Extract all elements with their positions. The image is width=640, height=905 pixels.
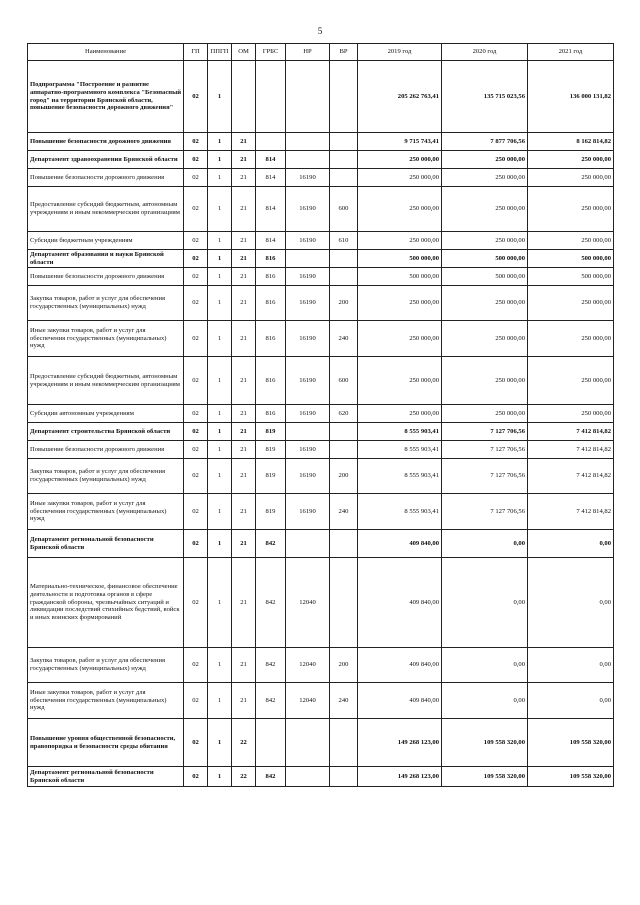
cell-gp: 02 — [184, 441, 208, 459]
cell-grbs: 816 — [256, 405, 286, 423]
cell-y2019: 409 840,00 — [358, 683, 442, 719]
table-row — [28, 357, 614, 405]
cell-vr — [330, 151, 358, 169]
cell-vr — [330, 250, 358, 268]
cell-y2019: 500 000,00 — [358, 268, 442, 286]
cell-y2021: 7 412 814,82 — [528, 494, 614, 530]
cell-name: Департамент региональной безопасности Брянской области — [28, 530, 184, 558]
cell-vr — [330, 61, 358, 133]
cell-y2019: 409 840,00 — [358, 558, 442, 648]
table-row — [28, 767, 614, 787]
cell-name: Повышение безопасности дорожного движения — [28, 268, 184, 286]
cell-gp: 02 — [184, 357, 208, 405]
cell-y2019: 8 555 903,41 — [358, 494, 442, 530]
cell-nr: 16190 — [286, 459, 330, 494]
cell-om: 21 — [232, 459, 256, 494]
cell-grbs — [256, 61, 286, 133]
cell-om: 21 — [232, 530, 256, 558]
cell-y2021: 250 000,00 — [528, 286, 614, 321]
table-row — [28, 423, 614, 441]
cell-y2020: 7 127 706,56 — [442, 459, 528, 494]
cell-y2020: 250 000,00 — [442, 151, 528, 169]
cell-name: Закупка товаров, работ и услуг для обеспечения государственных (муниципальных) нужд — [28, 459, 184, 494]
cell-y2021: 7 412 814,82 — [528, 441, 614, 459]
cell-y2019: 250 000,00 — [358, 357, 442, 405]
cell-vr — [330, 268, 358, 286]
cell-om: 21 — [232, 250, 256, 268]
cell-grbs: 814 — [256, 169, 286, 187]
cell-name: Департамент здравоохранения Брянской области — [28, 151, 184, 169]
cell-grbs — [256, 719, 286, 767]
cell-vr: 600 — [330, 187, 358, 232]
cell-grbs: 842 — [256, 648, 286, 683]
header-ppgp: ППГП — [208, 44, 232, 61]
cell-vr: 620 — [330, 405, 358, 423]
cell-nr: 16190 — [286, 232, 330, 250]
header-grbs: ГРБС — [256, 44, 286, 61]
cell-vr: 240 — [330, 683, 358, 719]
cell-om: 21 — [232, 151, 256, 169]
cell-gp: 02 — [184, 405, 208, 423]
cell-name: Иные закупки товаров, работ и услуг для обеспечения государственных (муниципальных) нужд — [28, 494, 184, 530]
cell-vr — [330, 767, 358, 787]
cell-name: Повышение безопасности дорожного движения — [28, 133, 184, 151]
cell-y2021: 0,00 — [528, 648, 614, 683]
cell-ppgp: 1 — [208, 357, 232, 405]
cell-grbs: 842 — [256, 767, 286, 787]
cell-vr: 240 — [330, 494, 358, 530]
cell-ppgp: 1 — [208, 530, 232, 558]
cell-name: Предоставление субсидий бюджетным, автономным учреждениям и иным некоммерческим организациям — [28, 357, 184, 405]
cell-ppgp: 1 — [208, 268, 232, 286]
cell-name: Материально-техническое, финансовое обеспечение деятельности и подготовка органов в сфере гражданской обороны, чрезвычайных ситуаций и ликвидации последствий стихийных бедствий, войск и иных воинских формирований — [28, 558, 184, 648]
cell-y2020: 250 000,00 — [442, 286, 528, 321]
cell-y2020: 250 000,00 — [442, 232, 528, 250]
cell-nr: 12040 — [286, 648, 330, 683]
cell-grbs: 816 — [256, 250, 286, 268]
cell-name: Иные закупки товаров, работ и услуг для обеспечения государственных (муниципальных) нужд — [28, 683, 184, 719]
cell-y2020: 0,00 — [442, 683, 528, 719]
cell-y2020: 109 558 320,00 — [442, 767, 528, 787]
table-row — [28, 151, 614, 169]
cell-gp: 02 — [184, 61, 208, 133]
cell-ppgp: 1 — [208, 459, 232, 494]
cell-gp: 02 — [184, 250, 208, 268]
page-number: 5 — [317, 26, 323, 36]
cell-ppgp: 1 — [208, 558, 232, 648]
cell-nr — [286, 423, 330, 441]
cell-ppgp: 1 — [208, 169, 232, 187]
cell-ppgp: 1 — [208, 648, 232, 683]
cell-grbs: 816 — [256, 357, 286, 405]
cell-y2019: 149 268 123,00 — [358, 719, 442, 767]
cell-y2021: 250 000,00 — [528, 232, 614, 250]
cell-y2019: 8 555 903,41 — [358, 441, 442, 459]
cell-gp: 02 — [184, 321, 208, 357]
cell-name: Закупка товаров, работ и услуг для обеспечения государственных (муниципальных) нужд — [28, 648, 184, 683]
cell-name: Департамент строительства Брянской области — [28, 423, 184, 441]
cell-y2021: 500 000,00 — [528, 268, 614, 286]
cell-gp: 02 — [184, 423, 208, 441]
budget-table — [27, 43, 614, 787]
cell-name: Субсидии бюджетным учреждениям — [28, 232, 184, 250]
cell-y2019: 8 555 903,41 — [358, 459, 442, 494]
table-row — [28, 268, 614, 286]
cell-y2019: 9 715 743,41 — [358, 133, 442, 151]
cell-nr — [286, 61, 330, 133]
cell-om: 21 — [232, 286, 256, 321]
cell-nr — [286, 250, 330, 268]
cell-y2019: 250 000,00 — [358, 151, 442, 169]
table-row — [28, 683, 614, 719]
cell-grbs: 814 — [256, 187, 286, 232]
cell-name: Иные закупки товаров, работ и услуг для обеспечения государственных (муниципальных) нужд — [28, 321, 184, 357]
cell-grbs: 819 — [256, 494, 286, 530]
cell-grbs: 842 — [256, 683, 286, 719]
table-row — [28, 250, 614, 268]
cell-y2021: 7 412 814,82 — [528, 459, 614, 494]
cell-y2020: 250 000,00 — [442, 357, 528, 405]
cell-om: 21 — [232, 494, 256, 530]
cell-y2020: 250 000,00 — [442, 405, 528, 423]
cell-om: 21 — [232, 405, 256, 423]
cell-ppgp: 1 — [208, 151, 232, 169]
cell-y2020: 250 000,00 — [442, 187, 528, 232]
cell-nr: 16190 — [286, 357, 330, 405]
table-body — [28, 61, 614, 787]
table-row — [28, 169, 614, 187]
cell-vr: 610 — [330, 232, 358, 250]
cell-gp: 02 — [184, 719, 208, 767]
cell-grbs — [256, 133, 286, 151]
cell-om: 21 — [232, 169, 256, 187]
cell-gp: 02 — [184, 494, 208, 530]
cell-y2021: 8 162 814,82 — [528, 133, 614, 151]
cell-gp: 02 — [184, 648, 208, 683]
header-vr: ВР — [330, 44, 358, 61]
cell-y2021: 250 000,00 — [528, 169, 614, 187]
cell-ppgp: 1 — [208, 286, 232, 321]
cell-vr: 200 — [330, 648, 358, 683]
cell-y2020: 0,00 — [442, 530, 528, 558]
cell-name: Повышение уровня общественной безопасности, правопорядка и безопасности среды обитания — [28, 719, 184, 767]
table-row — [28, 558, 614, 648]
cell-y2021: 500 000,00 — [528, 250, 614, 268]
cell-om: 22 — [232, 719, 256, 767]
cell-gp: 02 — [184, 767, 208, 787]
cell-y2019: 409 840,00 — [358, 530, 442, 558]
cell-vr: 200 — [330, 286, 358, 321]
cell-grbs: 819 — [256, 459, 286, 494]
cell-ppgp: 1 — [208, 187, 232, 232]
cell-vr — [330, 441, 358, 459]
cell-om — [232, 61, 256, 133]
header-2021: 2021 год — [528, 44, 614, 61]
cell-name: Предоставление субсидий бюджетным, автономным учреждениям и иным некоммерческим организациям — [28, 187, 184, 232]
cell-nr: 16190 — [286, 286, 330, 321]
header-name: Наименование — [28, 44, 184, 61]
cell-name: Субсидии автономным учреждениям — [28, 405, 184, 423]
cell-grbs: 842 — [256, 558, 286, 648]
cell-om: 21 — [232, 441, 256, 459]
cell-y2020: 135 715 023,56 — [442, 61, 528, 133]
cell-y2020: 7 127 706,56 — [442, 423, 528, 441]
cell-grbs: 819 — [256, 441, 286, 459]
cell-y2019: 409 840,00 — [358, 648, 442, 683]
cell-y2019: 250 000,00 — [358, 232, 442, 250]
cell-y2020: 7 127 706,56 — [442, 441, 528, 459]
cell-ppgp: 1 — [208, 61, 232, 133]
cell-gp: 02 — [184, 558, 208, 648]
cell-vr: 240 — [330, 321, 358, 357]
cell-y2021: 7 412 814,82 — [528, 423, 614, 441]
cell-nr: 16190 — [286, 405, 330, 423]
cell-ppgp: 1 — [208, 683, 232, 719]
table-row — [28, 530, 614, 558]
table-row — [28, 232, 614, 250]
cell-ppgp: 1 — [208, 133, 232, 151]
cell-ppgp: 1 — [208, 494, 232, 530]
cell-ppgp: 1 — [208, 405, 232, 423]
cell-name: Повышение безопасности дорожного движения — [28, 169, 184, 187]
cell-nr: 16190 — [286, 169, 330, 187]
cell-nr — [286, 719, 330, 767]
cell-gp: 02 — [184, 187, 208, 232]
table-row — [28, 459, 614, 494]
cell-y2021: 0,00 — [528, 683, 614, 719]
cell-vr: 600 — [330, 357, 358, 405]
header-nr: НР — [286, 44, 330, 61]
cell-name: Подпрограмма "Построение и развитие аппаратно-программного комплекса "Безопасный город" на территории Брянской области, повышение безопасности дорожного движения" — [28, 61, 184, 133]
cell-grbs: 816 — [256, 268, 286, 286]
cell-y2020: 7 877 706,56 — [442, 133, 528, 151]
cell-y2021: 136 000 131,82 — [528, 61, 614, 133]
cell-gp: 02 — [184, 169, 208, 187]
table-row — [28, 321, 614, 357]
cell-gp: 02 — [184, 268, 208, 286]
cell-vr: 200 — [330, 459, 358, 494]
cell-grbs: 816 — [256, 286, 286, 321]
table-row — [28, 405, 614, 423]
cell-om: 21 — [232, 357, 256, 405]
cell-ppgp: 1 — [208, 321, 232, 357]
cell-nr: 16190 — [286, 494, 330, 530]
cell-om: 21 — [232, 648, 256, 683]
cell-y2021: 250 000,00 — [528, 321, 614, 357]
cell-y2019: 250 000,00 — [358, 187, 442, 232]
cell-om: 21 — [232, 558, 256, 648]
table-row — [28, 133, 614, 151]
cell-nr — [286, 133, 330, 151]
cell-gp: 02 — [184, 530, 208, 558]
cell-y2020: 0,00 — [442, 558, 528, 648]
cell-om: 22 — [232, 767, 256, 787]
table-row — [28, 719, 614, 767]
cell-nr — [286, 767, 330, 787]
table-row — [28, 286, 614, 321]
cell-ppgp: 1 — [208, 232, 232, 250]
cell-y2021: 250 000,00 — [528, 357, 614, 405]
table-row — [28, 494, 614, 530]
table-header-row — [28, 44, 614, 61]
cell-y2021: 109 558 320,00 — [528, 719, 614, 767]
cell-om: 21 — [232, 321, 256, 357]
cell-y2020: 250 000,00 — [442, 321, 528, 357]
cell-om: 21 — [232, 187, 256, 232]
cell-om: 21 — [232, 683, 256, 719]
cell-y2021: 109 558 320,00 — [528, 767, 614, 787]
cell-ppgp: 1 — [208, 441, 232, 459]
header-gp: ГП — [184, 44, 208, 61]
cell-grbs: 814 — [256, 232, 286, 250]
cell-nr: 12040 — [286, 558, 330, 648]
cell-grbs: 819 — [256, 423, 286, 441]
cell-y2021: 0,00 — [528, 558, 614, 648]
cell-ppgp: 1 — [208, 719, 232, 767]
cell-name: Департамент региональной безопасности Брянской области — [28, 767, 184, 787]
cell-nr: 16190 — [286, 441, 330, 459]
cell-ppgp: 1 — [208, 767, 232, 787]
cell-om: 21 — [232, 133, 256, 151]
cell-grbs: 816 — [256, 321, 286, 357]
cell-y2019: 250 000,00 — [358, 286, 442, 321]
cell-name: Повышение безопасности дорожного движения — [28, 441, 184, 459]
cell-y2019: 500 000,00 — [358, 250, 442, 268]
cell-om: 21 — [232, 268, 256, 286]
cell-y2020: 0,00 — [442, 648, 528, 683]
cell-vr — [330, 719, 358, 767]
cell-om: 21 — [232, 423, 256, 441]
table-row — [28, 61, 614, 133]
cell-y2020: 250 000,00 — [442, 169, 528, 187]
cell-ppgp: 1 — [208, 250, 232, 268]
cell-vr — [330, 169, 358, 187]
table-row — [28, 441, 614, 459]
cell-gp: 02 — [184, 151, 208, 169]
cell-y2021: 250 000,00 — [528, 405, 614, 423]
cell-y2020: 500 000,00 — [442, 250, 528, 268]
cell-gp: 02 — [184, 133, 208, 151]
cell-y2020: 7 127 706,56 — [442, 494, 528, 530]
cell-y2021: 250 000,00 — [528, 151, 614, 169]
header-om: ОМ — [232, 44, 256, 61]
cell-name: Департамент образования и науки Брянской области — [28, 250, 184, 268]
cell-grbs: 842 — [256, 530, 286, 558]
header-2019: 2019 год — [358, 44, 442, 61]
cell-vr — [330, 558, 358, 648]
header-2020: 2020 год — [442, 44, 528, 61]
cell-y2020: 500 000,00 — [442, 268, 528, 286]
cell-gp: 02 — [184, 459, 208, 494]
cell-nr — [286, 151, 330, 169]
cell-y2019: 8 555 903,41 — [358, 423, 442, 441]
cell-nr: 16190 — [286, 268, 330, 286]
cell-nr: 16190 — [286, 321, 330, 357]
cell-y2020: 109 558 320,00 — [442, 719, 528, 767]
cell-gp: 02 — [184, 286, 208, 321]
cell-vr — [330, 530, 358, 558]
cell-om: 21 — [232, 232, 256, 250]
budget-table-container — [27, 43, 613, 787]
cell-y2019: 250 000,00 — [358, 169, 442, 187]
cell-nr — [286, 530, 330, 558]
cell-y2019: 250 000,00 — [358, 321, 442, 357]
cell-y2019: 149 268 123,00 — [358, 767, 442, 787]
cell-name: Закупка товаров, работ и услуг для обеспечения государственных (муниципальных) нужд — [28, 286, 184, 321]
cell-grbs: 814 — [256, 151, 286, 169]
cell-nr: 12040 — [286, 683, 330, 719]
cell-nr: 16190 — [286, 187, 330, 232]
cell-y2021: 250 000,00 — [528, 187, 614, 232]
cell-y2019: 205 262 763,41 — [358, 61, 442, 133]
cell-vr — [330, 423, 358, 441]
cell-y2019: 250 000,00 — [358, 405, 442, 423]
cell-vr — [330, 133, 358, 151]
cell-gp: 02 — [184, 683, 208, 719]
cell-ppgp: 1 — [208, 423, 232, 441]
table-row — [28, 187, 614, 232]
table-row — [28, 648, 614, 683]
cell-y2021: 0,00 — [528, 530, 614, 558]
cell-gp: 02 — [184, 232, 208, 250]
